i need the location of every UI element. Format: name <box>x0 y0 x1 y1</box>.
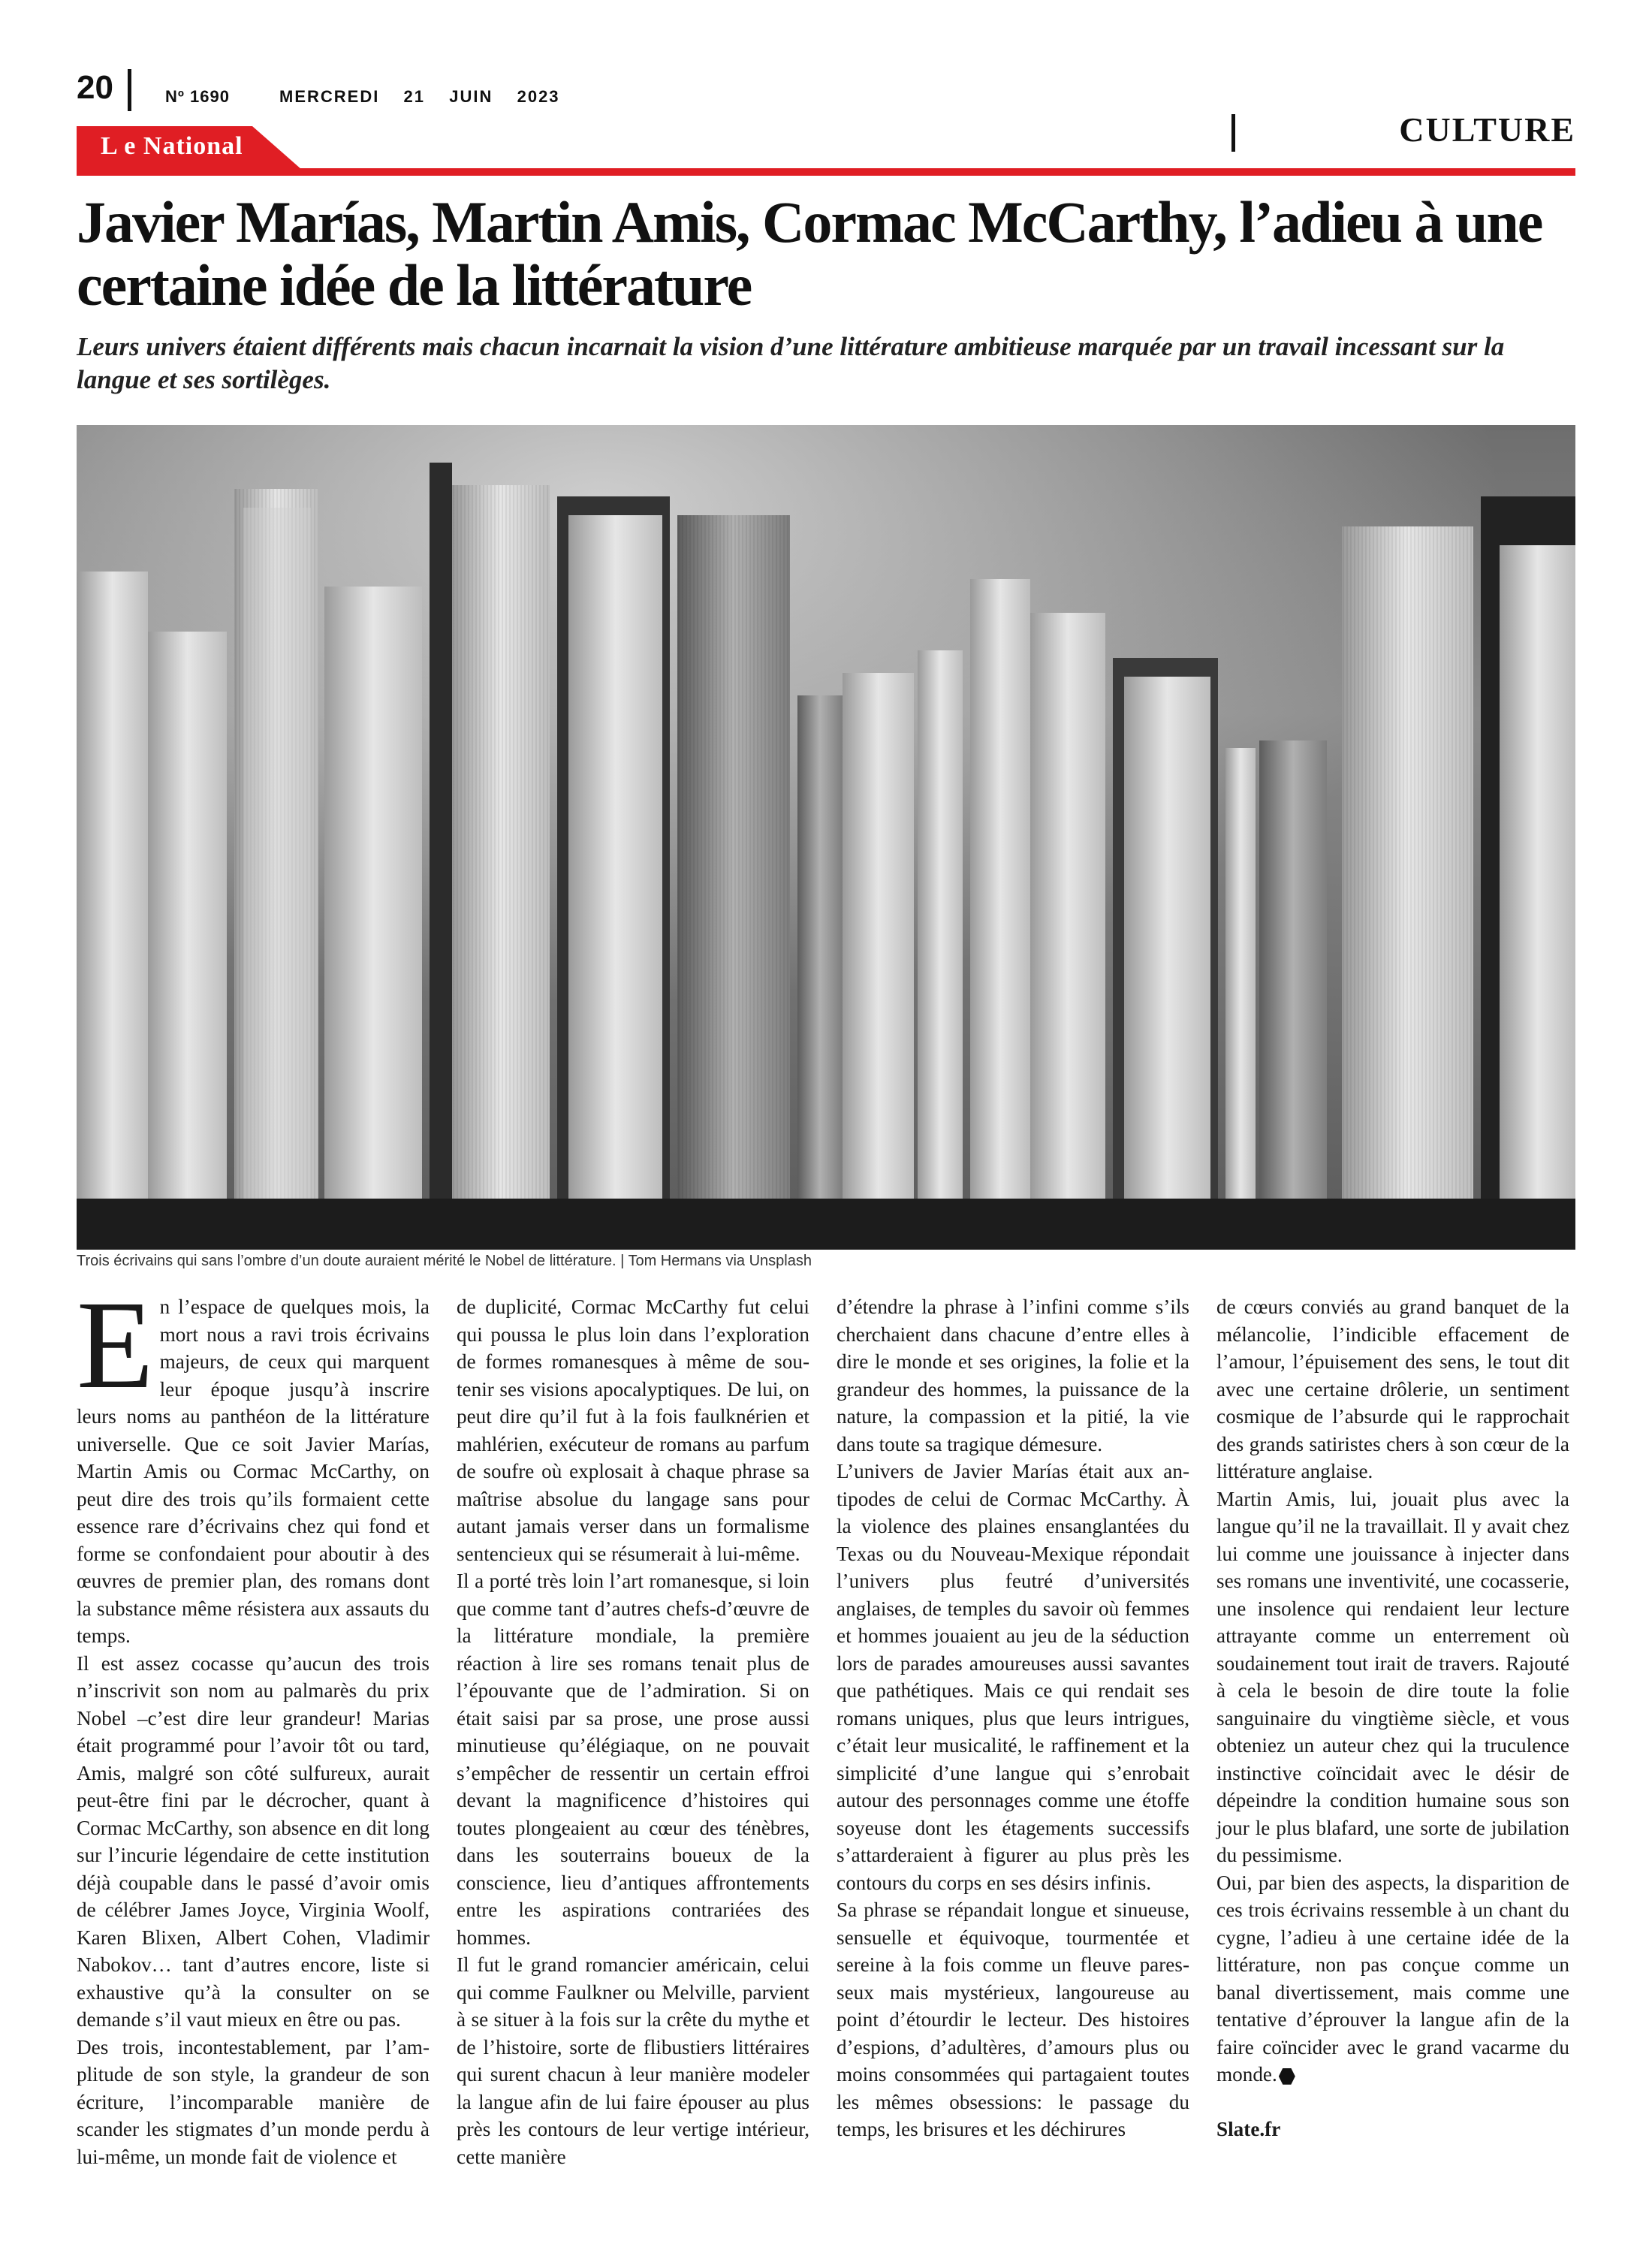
paragraph: Des trois, incontestablement, par l’amplitude de son style, la grandeur de son écriture, l’incomparable manière de scander les stigmates d’un monde perdu à lui-même, un monde fait de violence et <box>77 2035 430 2168</box>
article-lede: Leurs univers étaient différents mais chacun incarnait la vision d’une littérature ambitieuse marquée par un travail incessant sur la langue et ses sortilèges. <box>77 332 1505 394</box>
paragraph: Martin Amis, lui, jouait plus avec la langue qu’il ne la travaillait. Il y avait chez lui comme une jouissance à injecter dans ses romans une inventivité, une cocasserie, une insolence qui rendaient leur lecture attrayante comme un enterrement où soudainement tout irait de travers. Rajouté à cela le besoin de dire toute la folie sanguinaire du vingtième siècle, et vous obteniez un auteur chez qui la truculence instinctive coïncidait avec le désir de dépeindre la condition humaine sous son jour le plus blafard, une sorte de jubilation du pessimisme. <box>1216 1487 1569 1866</box>
body-column-4 <box>1216 1293 1569 2143</box>
section-divider <box>1231 114 1235 152</box>
article-source: Slate.fr <box>1216 2117 1281 2140</box>
header-divider <box>128 69 131 111</box>
paragraph-text: Oui, par bien des aspects, la disparition de ces trois écrivains ressemble à un chant du cygne, l’adieu à une certaine idée de la littérature, non pas conçue comme un banal divertissement, mais comme une tentative d’éprouver la langue afin de la faire coïncider avec le grand vacarme du monde. <box>1216 1871 1569 2086</box>
end-mark-icon <box>1279 2068 1295 2085</box>
paragraph: L’univers de Javier Marías était aux antipodes de celui de Cormac McCarthy. À la violence des plaines ensanglantées du Texas ou du Nouveau-Mexique répondait l’univers plus feutré d’universités anglaises, de temples du savoir où femmes et hommes jouaient au jeu de la séduction lors de parades amoureuses aussi savantes que pathétiques. Mais ce qui rendait ses romans uniques, plus que leurs intrigues, c’était leur musicalité, le raffinement et la simplicité d’une langue qui s’enrobait autour des personnages comme une étoffe soyeuse dont les étagements successifs s’attarderaient à figurer au plus près les contours du corps en ses désirs infinis. <box>837 1460 1189 1894</box>
brand-name: L e National <box>101 132 243 160</box>
paragraph: de cœurs conviés au grand banquet de la mélancolie, l’indicible effacement de l’amour, l’épuisement des sens, le tout dit avec une certaine drôlerie, un sentiment cosmique de l’absurde qui le rapprochait des grands satiristes chers à son cœur de la littérature anglaise. <box>1216 1295 1569 1482</box>
issue-number: Nº 1690 <box>165 87 230 106</box>
paragraph: d’étendre la phrase à l’infini comme s’ils cherchaient dans chacune d’entre elles à dire le monde et ses origines, la folie et la grandeur des hommes, la puissance de la nature, la compassion et la pitié, la vie dans toute sa tragique démesure. <box>837 1295 1189 1455</box>
header-rule <box>77 168 1575 176</box>
paragraph <box>1216 1869 1569 2089</box>
article-title: Javier Marías, Martin Amis, Cormac McCarthy, l’adieu à une certaine idée de la littérature <box>77 189 1542 318</box>
paragraph: de duplicité, Cormac McCarthy fut celui qui poussa le plus loin dans l’exploration de formes romanesques à même de soutenir ses visions apocalyptiques. De lui, on peut dire qu’il fut à la fois faulknérien et mahlérien, exécuteur de romans au parfum de soufre où explosait à chaque phrase sa maîtrise absolue du langage sans pour autant jamais verser dans un formalisme sentencieux qui se résumerait à lui-même. <box>457 1295 809 1565</box>
body-column-2 <box>457 1293 809 2170</box>
body-column-1 <box>77 1275 430 2170</box>
drop-cap: E <box>77 1275 154 1415</box>
page-number: 20 <box>77 69 113 106</box>
paragraph: Il fut le grand romancier américain, celui qui comme Faulkner ou Melville, parvient à se situer à la fois sur la crête du mythe et de l’histoire, sorte de flibustiers littéraires qui surent chacun à leur manière modeler la langue afin de lui faire épouser au plus près les contours de leur vertige intérieur, cette manière <box>457 1953 809 2168</box>
issue-date: MERCREDI 21 JUIN 2023 <box>279 87 560 106</box>
paragraph: Il est assez cocasse qu’aucun des trois n’inscrivit son nom au palmarès du prix Nobel –c’est dire leur grandeur! Marias était programmé pour l’avoir tôt ou tard, Amis, malgré son côté sulfureux, aurait peut-être fini par le décrocher, quant à Cormac McCarthy, son absence en dit long sur l’incurie légendaire de cette institution déjà coupable dans le passé d’avoir omis de célébrer James Joyce, Virginia Woolf, Karen Blixen, Albert Cohen, Vladimir Nabokov… tant d’autres encore, liste si exhaustive qu’à la consulter on se demande s’il vaut mieux en être ou pas. <box>77 1651 430 2031</box>
paragraph: Sa phrase se répandait longue et sinueuse, sensuelle et équivoque, tourmentée et sereine à la fois comme un fleuve paresseux mais mystérieux, langoureuse au point d’étourdir le lecteur. Des histoires d’espions, d’adultères, d’amours plus ou moins consommées qui partagaient toutes les mêmes obsessions: le passage du temps, les brisures et les déchirures <box>837 1899 1189 2140</box>
photo-caption: Trois écrivains qui sans l’ombre d’un doute auraient mérité le Nobel de littérature. | Tom Hermans via Unsplash <box>77 1253 812 1269</box>
books-photo <box>77 425 1575 1250</box>
body-column-3 <box>837 1293 1189 2143</box>
paragraph: n l’espace de quelques mois, la mort nous a ravi trois écrivains majeurs, de ceux qui marquent leur époque jusqu’à inscrire leurs noms au panthéon de la littérature universelle. Que ce soit Javier Marías, Martin Amis ou Cormac McCarthy, on peut dire des trois qu’ils formaient cette essence rare d’écrivains chez qui fond et forme se confondaient pour aboutir à des œuvres de premier plan, des romans dont la substance même résistera aux assauts du temps. <box>77 1295 430 1647</box>
paragraph: Il a porté très loin l’art romanesque, si loin que comme tant d’autres chefs-d’œuvre de la littérature mondiale, la première réaction à lire ses romans tenait plus de l’épouvante que de l’admiration. Si on était saisi par sa prose, une prose aussi minutieuse qu’élégiaque, on ne pouvait s’empêcher de ressentir un certain effroi devant la magnificence d’histoires qui toutes plongeaient au cœur des ténèbres, dans les souterrains boueux de la conscience, lieu d’antiques affrontements entre les aspirations contrariées des hommes. <box>457 1570 809 1949</box>
section-label: CULTURE <box>1399 110 1575 149</box>
